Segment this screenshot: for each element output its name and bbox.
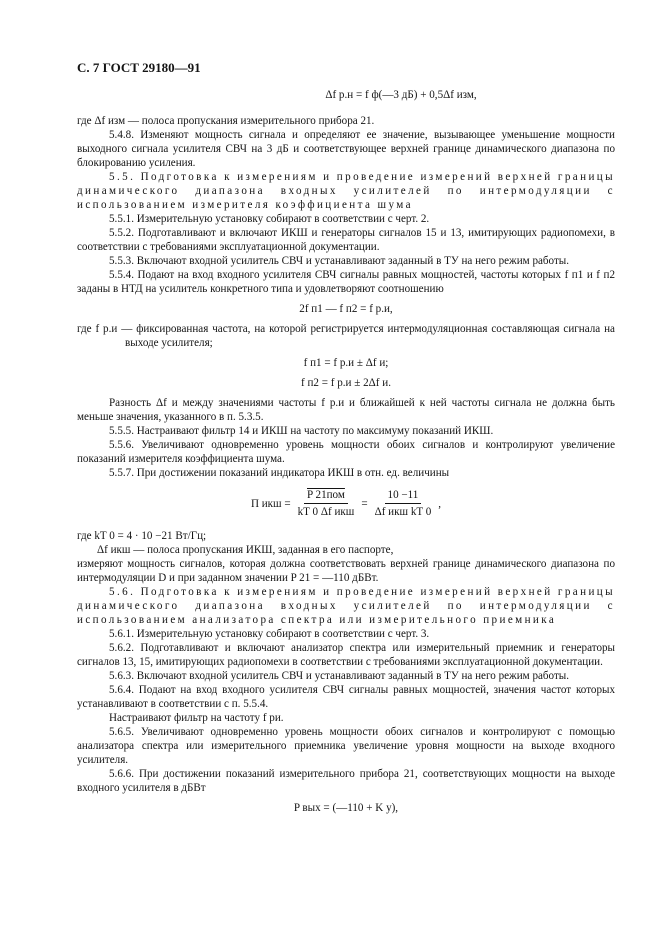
paragraph-5-6-6: 5.6.6. При достижении показаний измерительного прибора 21, соответствующих мощности на выходе входного усилителя в дБВт	[77, 768, 615, 794]
formula-bandwidth: Δf р.н = f ф(—3 дБ) + 0,5Δf изм,	[325, 89, 477, 101]
paragraph-5-6-1: 5.6.1. Измерительную установку собирают в соответствии с черт. 3.	[109, 628, 430, 640]
fraction-1-denominator: kT 0 Δf икш	[297, 506, 355, 518]
paragraph-5-5-6: 5.5.6. Увеличивают одновременно уровень мощности обоих сигналов и контролируют увеличение показаний измерителя коэффициента шума.	[77, 439, 615, 465]
paragraph-measure: измеряют мощность сигналов, которая должна соответствовать верхней границе динамического диапазона по интермодуляции D и при заданном значении P 21 = —110 дБВт.	[77, 558, 615, 584]
paragraph-5-6-5: 5.6.5. Увеличивают одновременно уровень мощности обоих сигналов и контролируют с помощью анализатора спектра или измерительного приемника увеличение уровня мощности на выходе входного усилителя.	[77, 726, 615, 766]
fraction-1-numerator: P 21пом	[304, 488, 348, 504]
section-heading-5-6: 5.6. Подготовка к измерениям и проведение измерений верхней границы динамического диапазона входных усилителей по интермодуляции с использованием анализатора спектра или измерительного приемника	[77, 586, 615, 626]
paragraph-5-6-3: 5.6.3. Включают входной усилитель СВЧ и устанавливают заданный в ТУ на него режим работы.	[109, 670, 570, 682]
fraction-2-denominator: Δf икш kT 0	[374, 506, 432, 518]
formula-pout: P вых = (—110 + K у),	[293, 802, 399, 814]
formula-fp2: f п2 = f р.и ± 2Δf и.	[301, 377, 391, 389]
paragraph-5-5-4: 5.5.4. Подают на вход входного усилителя СВЧ сигналы равных мощностей, частоты которых f п1 и f п2 заданы в НТД на усилитель конкретного типа и удовлетворяют соотношению	[77, 269, 615, 295]
fraction-2-numerator: 10 −11	[385, 488, 422, 504]
paragraph-definition: где f р.и — фиксированная частота, на которой регистрируется интермодуляционная составляющая сигнала на выходе усилителя;	[77, 323, 615, 349]
paragraph-5-6-2: 5.6.2. Подготавливают и включают анализатор спектра или измерительный приемник и генераторы сигналов 13, 15, имитирующих радиопомехи в соответствии с требованиями эксплуатационной документации.	[77, 642, 615, 668]
paragraph-5-5-5: 5.5.5. Настраивают фильтр 14 и ИКШ на частоту по максимуму показаний ИКШ.	[109, 425, 494, 437]
document-body	[77, 88, 615, 821]
paragraph-difference: Разность Δf и между значениями частоты f р.и и ближайшей к ней частоты сигнала не должна быть меньше значения, указанного в п. 5.3.5.	[77, 397, 615, 423]
formula-lhs: П икш =	[250, 497, 291, 510]
formula-fp1: f п1 = f р.и ± Δf и;	[303, 357, 389, 369]
formula-end: ,	[438, 497, 442, 510]
paragraph-5-6-4: 5.6.4. Подают на вход входного усилителя СВЧ сигналы равных мощностей, значения частот которых устанавливают в соответствии с п. 5.5.4.	[77, 684, 615, 710]
section-heading-5-5: 5.5. Подготовка к измерениям и проведение измерений верхней границы динамического диапазона входных усилителей по интермодуляции с использованием измерителя коэффициента шума	[77, 171, 615, 211]
fraction-2	[372, 488, 435, 519]
paragraph-5-5-7: 5.5.7. При достижении показаний индикатора ИКШ в отн. ед. величины	[109, 467, 450, 479]
paragraph-5-5-3: 5.5.3. Включают входной усилитель СВЧ и устанавливают заданный в ТУ на него режим работы.	[109, 255, 570, 267]
formula-equals: =	[361, 497, 368, 510]
paragraph-5-5-1: 5.5.1. Измерительную установку собирают в соответствии с черт. 2.	[109, 213, 430, 225]
formula-ikш	[77, 488, 615, 519]
paragraph-5-4-8: 5.4.8. Изменяют мощность сигнала и определяют ее значение, вызывающее уменьшение мощности выходного сигнала усилителя СВЧ на 3 дБ и соответствующее верхней границе динамического диапазона по блокированию усиления.	[77, 129, 615, 169]
paragraph-bandwidth-ikш: Δf икш — полоса пропускания ИКШ, заданная в его паспорте,	[97, 544, 394, 556]
fraction-1	[295, 488, 358, 519]
formula-intermod: 2f п1 — f п2 = f р.и,	[299, 303, 393, 315]
paragraph-kt0: где kT 0 = 4 · 10 −21 Вт/Гц;	[77, 530, 207, 542]
paragraph: где Δf изм — полоса пропускания измерительного прибора 21.	[77, 115, 375, 127]
paragraph-filter: Настраивают фильтр на частоту f ри.	[109, 712, 284, 724]
page-header: С. 7 ГОСТ 29180—91	[77, 60, 201, 75]
paragraph-5-5-2: 5.5.2. Подготавливают и включают ИКШ и генераторы сигналов 15 и 13, имитирующих радиопомехи, в соответствии с требованиями эксплуатационной документации.	[77, 227, 615, 253]
